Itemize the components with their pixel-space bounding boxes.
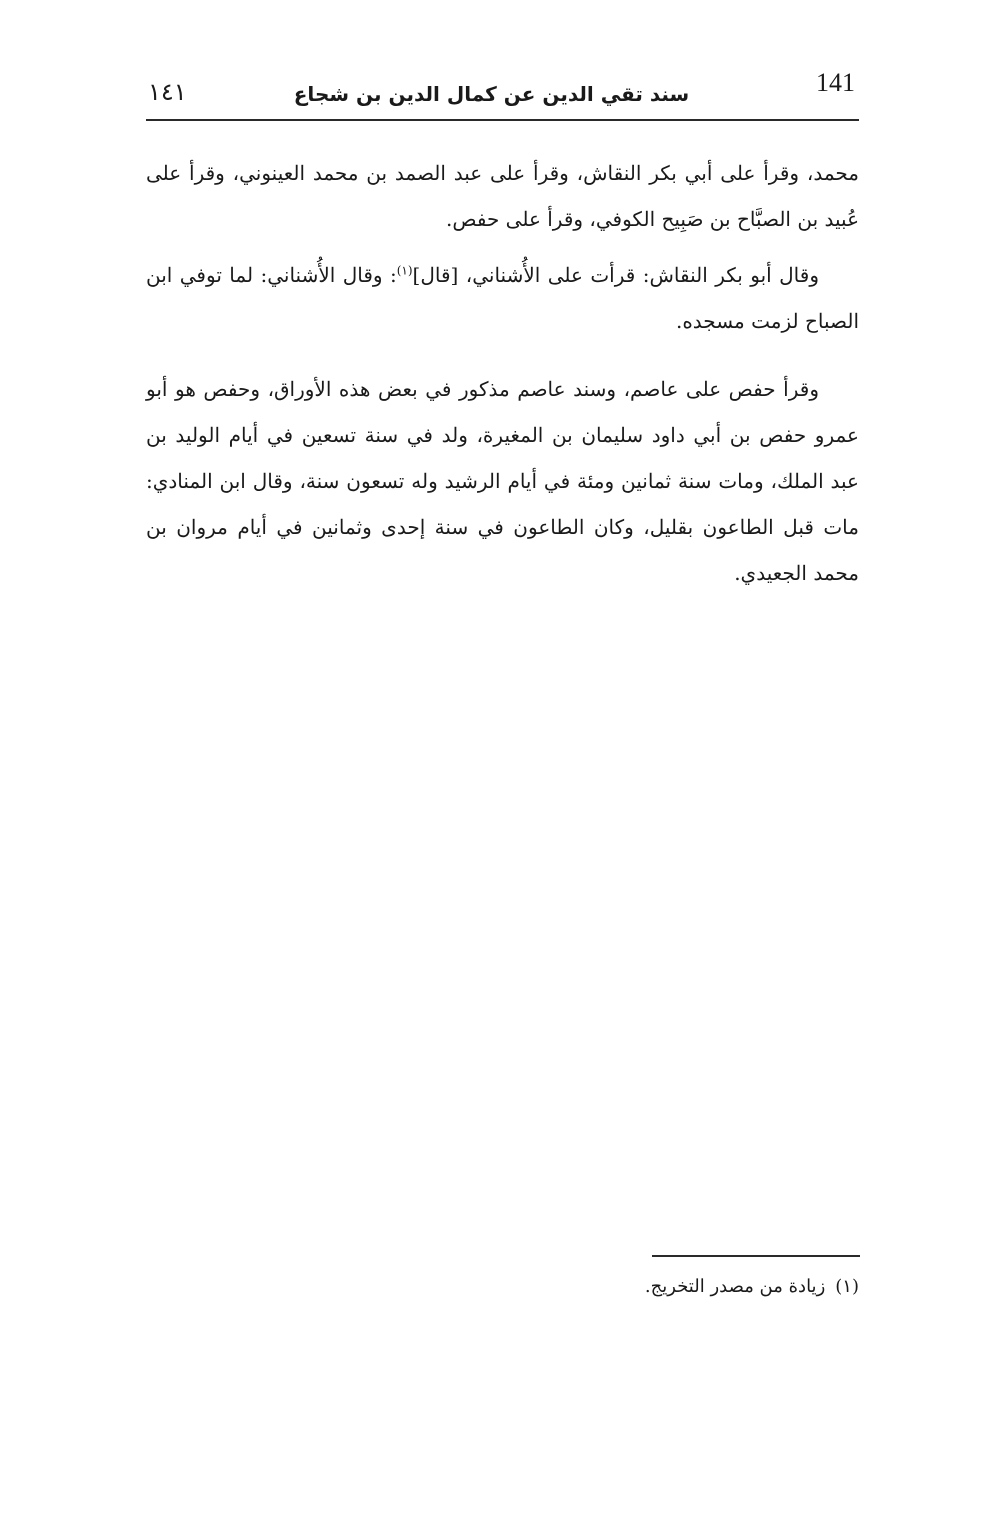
paragraph-2-before-ref: وقال أبو بكر النقاش: قرأت على الأُشناني، [قال] (412, 263, 819, 287)
page-number-arabic: ١٤١ (148, 78, 187, 106)
footnote-text: زيادة من مصدر التخريج. (644, 1276, 826, 1297)
footnote-number: (١) (835, 1276, 859, 1297)
paragraph-3: وقرأ حفص على عاصم، وسند عاصم مذكور في بعض هذه الأوراق، وحفص هو أبو عمرو حفص بن أبي داود سليمان بن المغيرة، ولد في سنة تسعين في أيام الوليد بن عبد الملك، ومات سنة ثمانين ومئة في أيام الرشيد وله تسعون سنة، وقال ابن المنادي: مات قبل الطاعون بقليل، وكان الطاعون في سنة إحدى وثمانين في أيام مروان بن محمد الجعيدي. (146, 377, 859, 585)
body-text (146, 150, 859, 606)
paragraph-1: محمد، وقرأ على أبي بكر النقاش، وقرأ على عبد الصمد بن محمد العينوني، وقرأ على عُبيد بن الصبَّاح بن صَبِيح الكوفي، وقرأ على حفص. (146, 161, 859, 231)
footnote-rule (652, 1255, 860, 1257)
running-title: سند تقي الدين عن كمال الدين بن شجاع (293, 82, 690, 106)
footnote (146, 1272, 859, 1302)
paragraph-2 (146, 252, 859, 344)
footnote-reference[interactable]: (١) (396, 263, 413, 278)
header-rule (146, 119, 859, 121)
page-number-latin: 141 (816, 68, 855, 97)
paragraph-2-after-ref: : وقال الأُشناني: لما توفي ابن الصباح لزمت مسجده. (146, 263, 859, 333)
